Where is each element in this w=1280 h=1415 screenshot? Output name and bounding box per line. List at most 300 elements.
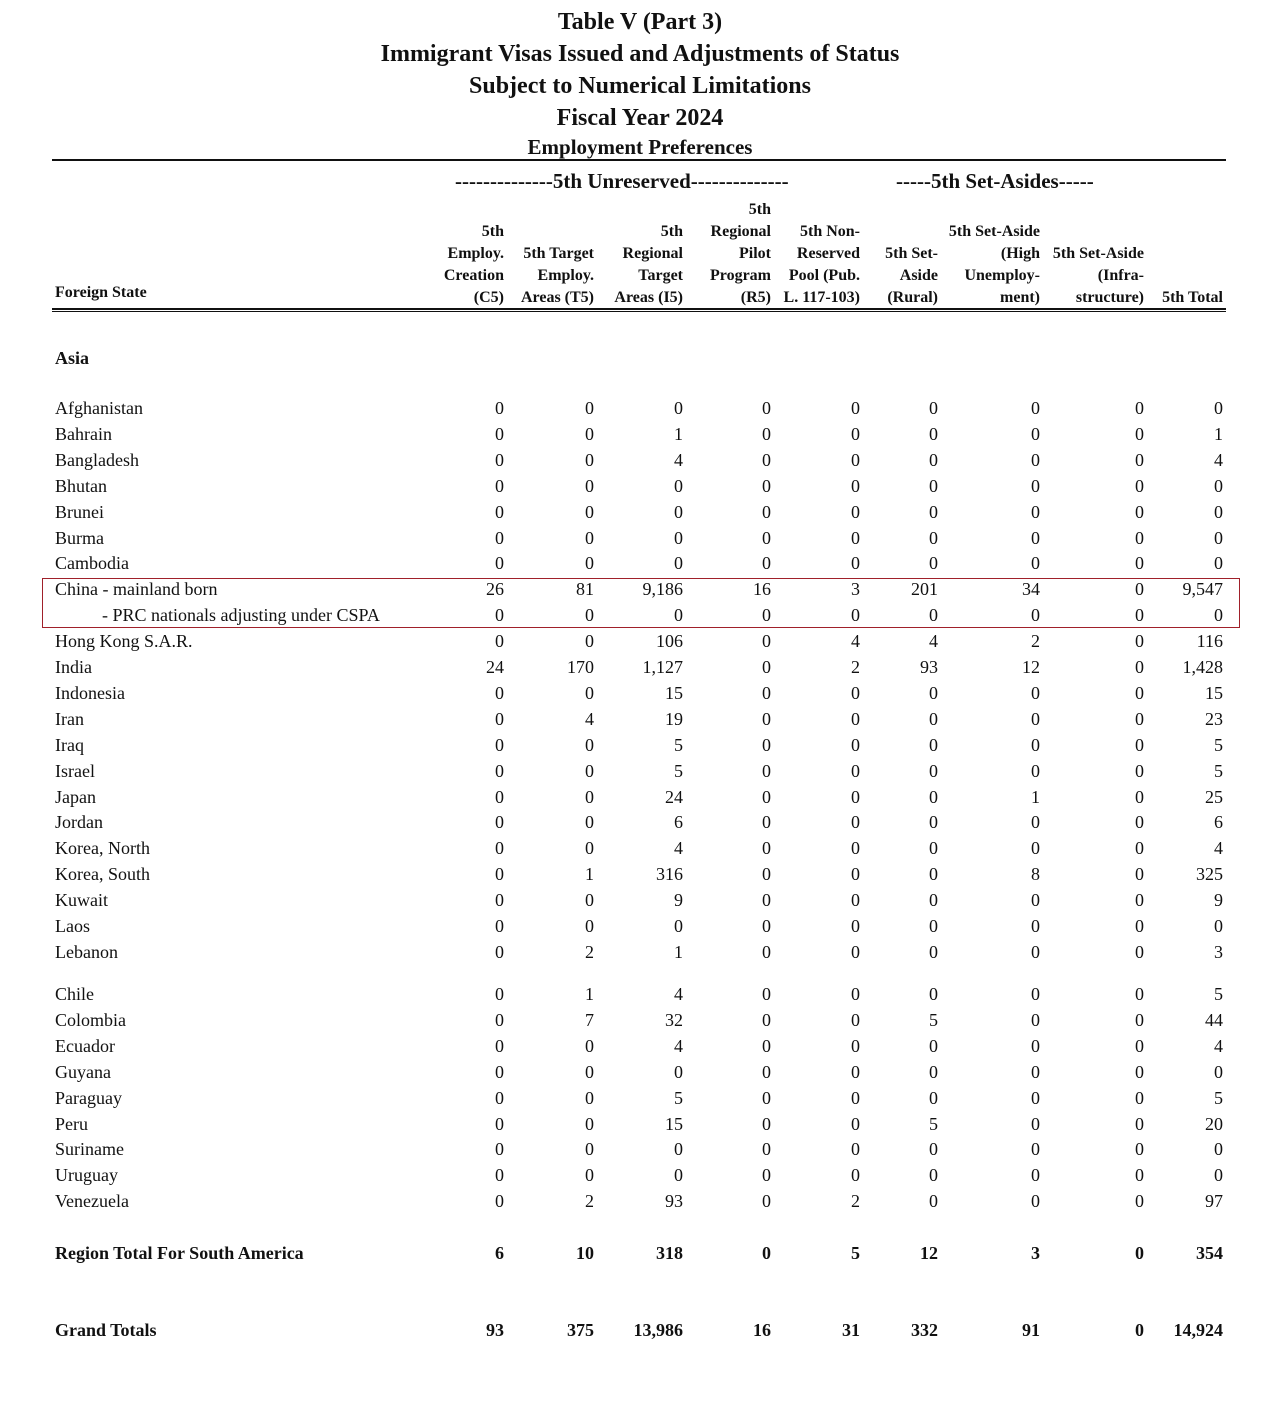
table-cell: 0 [495,838,504,859]
table-cell: 0 [585,1087,594,1108]
table-cell: 0 [762,475,771,496]
table-cell: 0 [929,1035,938,1056]
table-cell: 0 [495,984,504,1004]
table-cell: 0 [851,838,860,859]
table-cell: 0 [674,475,683,496]
table-cell: 0 [1031,449,1040,470]
table-cell: 0 [762,812,771,833]
table-cell: 0 [762,916,771,936]
table-cell: 0 [495,605,504,626]
row-label: Chile [55,984,94,1004]
table-cell: 354 [1196,1243,1223,1263]
table-cell: 0 [929,864,938,885]
row-label: Korea, South [55,864,150,885]
table-cell: 3 [851,579,860,600]
table-cell: 34 [1022,579,1040,600]
table-row [0,890,1280,916]
row-label: Uruguay [55,1165,118,1186]
col-header-line: Creation [443,267,504,284]
table-row [0,1088,1280,1114]
table-cell: 0 [585,527,594,548]
table-cell: 0 [1214,1165,1223,1186]
table-cell: 0 [495,812,504,833]
table-cell: 0 [1031,890,1040,911]
table-cell: 375 [567,1320,594,1340]
table-cell: 0 [762,605,771,626]
table-cell: 0 [585,760,594,781]
table-cell: 0 [585,1139,594,1160]
table-cell: 0 [1214,1139,1223,1160]
table-cell: 0 [1135,1243,1144,1263]
table-cell: 0 [851,984,860,1004]
table-cell: 0 [1135,631,1144,652]
table-cell: 32 [665,1009,683,1030]
table-cell: 0 [929,838,938,859]
table-cell: 0 [585,1061,594,1082]
table-cell: 0 [851,734,860,755]
table-cell: 116 [1196,631,1223,652]
table-cell: 0 [762,864,771,885]
table-cell: 0 [929,398,938,418]
header-bottom-rule [52,308,1226,310]
row-label: Brunei [55,501,104,522]
table-cell: 19 [665,708,683,729]
row-label: - PRC nationals adjusting under CSPA [102,605,380,626]
row-label: Region Total For South America [55,1243,304,1263]
header-bottom-rule-thin [52,311,1226,312]
table-cell: 0 [1214,475,1223,496]
table-cell: 0 [762,890,771,911]
group-header-set-asides: -----5th Set-Asides----- [896,169,1094,193]
table-cell: 0 [1214,527,1223,548]
table-cell: 0 [495,501,504,522]
table-cell: 2 [585,1191,594,1212]
table-cell: 0 [851,1113,860,1134]
table-cell: 0 [495,398,504,418]
table-cell: 0 [762,631,771,652]
table-cell: 0 [762,1165,771,1186]
table-cell: 7 [585,1009,594,1030]
table-cell: 6 [495,1243,504,1263]
table-cell: 1 [674,941,683,962]
col-header-line: L. 117-103) [783,289,860,306]
table-cell: 4 [674,984,683,1004]
table-cell: 0 [762,657,771,677]
table-row [0,1062,1280,1088]
col-header-line: ment) [1000,289,1040,306]
table-cell: 0 [1214,398,1223,418]
table-cell: 0 [929,1087,938,1108]
table-cell: 0 [1031,1165,1040,1186]
table-cell: 0 [495,553,504,574]
table-cell: 0 [851,475,860,496]
table-cell: 0 [762,838,771,859]
table-cell: 0 [929,734,938,755]
table-cell: 0 [495,1061,504,1082]
col-header-line: (Rural) [887,289,938,306]
col-header-line: (R5) [740,289,771,306]
table-cell: 31 [842,1320,860,1340]
table-cell: 0 [495,631,504,652]
row-label: Korea, North [55,838,150,859]
col-header-line: Aside [899,267,938,284]
table-cell: 3 [1031,1243,1040,1263]
col-header-line: Regional [710,223,771,240]
row-label: Colombia [55,1009,126,1030]
table-cell: 5 [674,760,683,781]
table-cell: 16 [753,1320,771,1340]
table-cell: 15 [665,1113,683,1134]
table-cell: 0 [1135,786,1144,807]
table-cell: 1 [585,984,594,1004]
table-row [0,916,1280,942]
table-cell: 0 [1135,1061,1144,1082]
table-cell: 0 [1031,941,1040,962]
table-cell: 0 [1031,1139,1040,1160]
table-cell: 20 [1205,1113,1223,1134]
row-label: Iraq [55,734,84,755]
table-row [0,398,1280,424]
table-cell: 0 [929,682,938,703]
row-label: Venezuela [55,1191,129,1212]
table-cell: 0 [1135,579,1144,600]
table-cell: 0 [929,916,938,936]
table-cell: 15 [1205,682,1223,703]
col-header-c5 [444,221,504,309]
table-cell: 4 [585,708,594,729]
table-cell: 5 [1214,734,1223,755]
table-cell: 0 [674,605,683,626]
row-label: Bhutan [55,475,107,496]
table-cell: 93 [665,1191,683,1212]
table-cell: 0 [585,812,594,833]
group-header-unreserved: --------------5th Unreserved-------------- [455,169,789,193]
table-cell: 0 [851,1087,860,1108]
table-cell: 0 [851,501,860,522]
table-cell: 0 [1031,475,1040,496]
row-label: Indonesia [55,682,125,703]
table-cell: 0 [1135,1113,1144,1134]
table-cell: 0 [851,682,860,703]
table-cell: 81 [576,579,594,600]
table-cell: 5 [851,1243,860,1263]
table-cell: 0 [1031,1191,1040,1212]
table-title: Table V (Part 3) [557,9,723,35]
table-row [0,1010,1280,1036]
table-cell: 0 [1135,1165,1144,1186]
table-cell: 1 [585,864,594,885]
table-cell: 0 [585,423,594,444]
table-cell: 4 [851,631,860,652]
table-cell: 0 [1031,605,1040,626]
row-label: Lebanon [55,941,118,962]
col-header-foreign-state: Foreign State [55,284,147,301]
table-cell: 0 [495,1165,504,1186]
col-header-line: 5th [481,223,504,240]
table-cell: 1 [674,423,683,444]
table-cell: 0 [851,1009,860,1030]
table-cell: 12 [920,1243,938,1263]
table-cell: 0 [585,398,594,418]
table-cell: 5 [929,1113,938,1134]
table-cell: 0 [762,1191,771,1212]
table-cell: 0 [674,527,683,548]
table-row [0,683,1280,709]
table-cell: 12 [1022,657,1040,677]
row-label: Suriname [55,1139,124,1160]
header-top-rule [52,159,1226,161]
col-header-non-reserved [784,221,860,309]
table-cell: 0 [851,423,860,444]
table-cell: 0 [1135,398,1144,418]
table-row [0,1191,1280,1217]
row-label: Jordan [55,812,103,833]
col-header-line: Regional [622,245,683,262]
table-cell: 0 [1031,423,1040,444]
table-row [0,761,1280,787]
table-cell: 0 [1135,501,1144,522]
table-cell: 0 [1135,708,1144,729]
table-cell: 0 [929,1061,938,1082]
table-cell: 0 [495,1191,504,1212]
table-cell: 1,428 [1182,657,1223,677]
table-row [0,838,1280,864]
table-cell: 0 [762,984,771,1004]
table-cell: 0 [851,916,860,936]
table-cell: 0 [762,1243,771,1263]
col-header-line: Pool (Pub. [788,267,860,284]
table-cell: 0 [1031,1061,1040,1082]
table-cell: 44 [1205,1009,1223,1030]
table-cell: 0 [762,553,771,574]
table-cell: 0 [762,1139,771,1160]
table-cell: 0 [1135,941,1144,962]
row-label: India [55,657,92,677]
table-cell: 0 [1214,553,1223,574]
table-cell: 0 [929,605,938,626]
table-row [0,864,1280,890]
table-cell: 4 [674,838,683,859]
fiscal-year: Fiscal Year 2024 [556,105,724,131]
table-cell: 1 [1031,786,1040,807]
table-row [0,631,1280,657]
table-cell: 0 [1135,1087,1144,1108]
table-cell: 0 [585,553,594,574]
table-cell: 0 [1031,838,1040,859]
table-cell: 93 [920,657,938,677]
table-cell: 0 [929,708,938,729]
table-cell: 5 [1214,1087,1223,1108]
table-cell: 0 [585,1165,594,1186]
table-row [0,553,1280,579]
table-cell: 316 [656,864,683,885]
table-cell: 0 [929,1165,938,1186]
table-cell: 0 [851,1165,860,1186]
table-cell: 0 [929,527,938,548]
col-header-line: 5th [660,223,683,240]
table-cell: 9,547 [1182,579,1223,600]
table-cell: 91 [1022,1320,1040,1340]
table-row [0,450,1280,476]
table-cell: 0 [1135,605,1144,626]
table-cell: 13,986 [633,1320,683,1340]
table-cell: 0 [851,864,860,885]
col-header-i5 [614,221,683,309]
row-label: Afghanistan [55,398,143,418]
table-row [0,735,1280,761]
table-cell: 0 [1135,423,1144,444]
col-header-line: 5th Set-Aside [948,223,1040,240]
table-cell: 0 [495,1139,504,1160]
col-header-line: 5th [748,201,771,218]
table-cell: 0 [851,449,860,470]
table-cell: 0 [929,812,938,833]
col-header-line: 5th Set-Aside [1052,245,1144,262]
table-cell: 0 [585,786,594,807]
table-cell: 332 [911,1320,938,1340]
table-cell: 0 [495,1009,504,1030]
table-cell: 9,186 [642,579,683,600]
table-cell: 0 [762,501,771,522]
table-cell: 201 [911,579,938,600]
col-header-infrastructure [1053,243,1144,309]
table-cell: 0 [495,423,504,444]
table-cell: 0 [495,760,504,781]
table-cell: 0 [851,1139,860,1160]
table-cell: 0 [585,605,594,626]
table-cell: 0 [929,984,938,1004]
table-cell: 0 [1031,1113,1040,1134]
table-row [0,942,1280,968]
table-subtitle-1: Immigrant Visas Issued and Adjustments of Status [380,41,900,67]
table-cell: 5 [674,734,683,755]
table-cell: 0 [495,734,504,755]
table-cell: 0 [585,501,594,522]
table-cell: 0 [929,941,938,962]
row-label: Hong Kong S.A.R. [55,631,193,652]
table-cell: 0 [585,475,594,496]
table-cell: 0 [929,501,938,522]
table-subtitle-2: Subject to Numerical Limitations [469,73,811,99]
table-cell: 0 [674,1165,683,1186]
table-cell: 0 [585,890,594,911]
table-cell: 0 [1135,553,1144,574]
table-row [0,1036,1280,1062]
table-cell: 1 [1214,423,1223,444]
table-cell: 0 [585,734,594,755]
table-cell: 0 [1135,657,1144,677]
table-cell: 0 [674,1139,683,1160]
table-cell: 5 [929,1009,938,1030]
row-label: China - mainland born [55,579,218,600]
col-header-line: Reserved [796,245,860,262]
table-cell: 2 [585,941,594,962]
table-cell: 0 [1031,527,1040,548]
col-header-total [1162,287,1223,309]
table-cell: 6 [1214,812,1223,833]
table-cell: 0 [495,786,504,807]
table-cell: 0 [1031,553,1040,574]
table-cell: 15 [665,682,683,703]
table-cell: 0 [1031,734,1040,755]
table-cell: 0 [851,1061,860,1082]
table-cell: 0 [851,760,860,781]
table-cell: 0 [762,682,771,703]
table-cell: 2 [851,657,860,677]
col-header-line: 5th Set- [885,245,938,262]
table-cell: 0 [1214,916,1223,936]
table-cell: 0 [674,553,683,574]
table-cell: 0 [762,449,771,470]
table-cell: 0 [1135,1320,1144,1340]
table-cell: 2 [1031,631,1040,652]
table-cell: 0 [851,527,860,548]
table-cell: 0 [1135,734,1144,755]
table-row [0,1139,1280,1165]
table-cell: 0 [495,864,504,885]
row-label: Cambodia [55,553,129,574]
col-header-line: Areas (T5) [520,289,594,306]
table-cell: 0 [1031,916,1040,936]
table-cell: 0 [762,734,771,755]
col-header-line: (High [1000,245,1040,262]
col-header-line: Employ. [537,267,594,284]
table-cell: 0 [1031,501,1040,522]
table-cell: 0 [929,890,938,911]
table-cell: 0 [851,398,860,418]
table-cell: 0 [1135,838,1144,859]
table-cell: 4 [1214,449,1223,470]
table-cell: 25 [1205,786,1223,807]
table-row [0,424,1280,450]
table-cell: 0 [851,708,860,729]
table-cell: 0 [674,501,683,522]
row-label: Israel [55,760,95,781]
table-cell: 0 [762,760,771,781]
table-row [0,476,1280,502]
table-cell: 10 [576,1243,594,1263]
table-cell: 0 [1031,1009,1040,1030]
table-cell: 0 [1214,1061,1223,1082]
table-cell: 24 [486,657,504,677]
table-cell: 0 [762,1009,771,1030]
table-cell: 0 [1214,501,1223,522]
table-cell: 6 [674,812,683,833]
table-cell: 0 [1135,890,1144,911]
table-cell: 0 [851,812,860,833]
table-cell: 0 [762,708,771,729]
table-cell: 0 [1135,682,1144,703]
table-cell: 8 [1031,864,1040,885]
col-header-line: (Infra- [1097,267,1144,284]
table-cell: 0 [1135,475,1144,496]
row-label: Bahrain [55,423,112,444]
table-row [0,657,1280,683]
table-cell: 0 [495,682,504,703]
table-cell: 0 [929,475,938,496]
row-label: Guyana [55,1061,111,1082]
table-cell: 0 [762,1035,771,1056]
table-cell: 0 [585,916,594,936]
table-row [0,502,1280,528]
col-header-line: Program [709,267,771,284]
table-cell: 0 [495,941,504,962]
table-cell: 0 [495,1087,504,1108]
table-cell: 0 [762,1113,771,1134]
table-cell: 0 [495,449,504,470]
col-header-line: Pilot [739,245,771,262]
table-cell: 0 [1031,682,1040,703]
